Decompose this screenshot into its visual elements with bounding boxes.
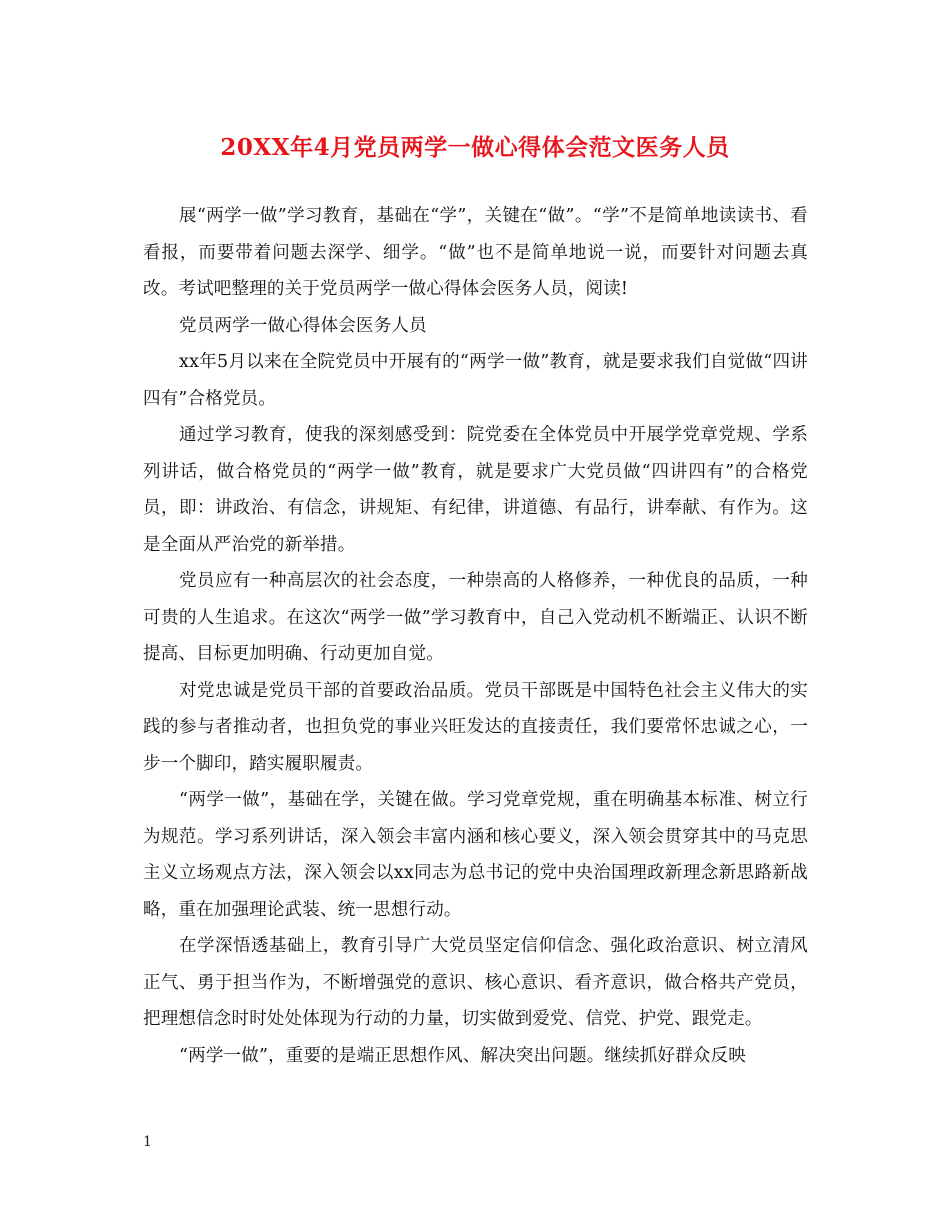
paragraph-intro: 展“两学一做”学习教育，基础在“学”，关键在“做”。“学”不是简单地读读书、看看报，而要带着问题去深学、细学。“做”也不是简单地说一说，而要针对问题去真改。考试吧整理的关于党员两学一做心得体会医务人员，阅读! [143,206,808,299]
paragraph: “两学一做”，基础在学，关键在做。学习党章党规，重在明确基本标准、树立行为规范。学习系列讲话，深入领会丰富内涵和核心要义，深入领会贯穿其中的马克思主义立场观点方法，深入领会以xx同志为总书记的党中央治国理政新理念新思路新战略，重在加强理论武装、统一思想行动。 [143,790,808,920]
paragraph: 对党忠诚是党员干部的首要政治品质。党员干部既是中国特色社会主义伟大的实践的参与者推动者，也担负党的事业兴旺发达的直接责任，我们要常怀忠诚之心，一步一个脚印，踏实履职履责。 [143,680,808,774]
page-number: 1 [143,1134,152,1150]
paragraph-subtitle: 党员两学一做心得体会医务人员 [179,315,427,336]
document-title: 20XX年4月党员两学一做心得体会范文医务人员 [220,134,730,161]
paragraph: “两学一做”，重要的是端正思想作风、解决突出问题。继续抓好群众反映 [179,1045,746,1066]
paragraph: xx年5月以来在全院党员中开展有的“两学一做”教育，就是要求我们自觉做“四讲四有”合格党员。 [143,352,808,409]
paragraph: 通过学习教育，使我的深刻感受到：院党委在全体党员中开展学党章党规、学系列讲话，做合格党员的“两学一做”教育，就是要求广大党员做“四讲四有”的合格党员，即：讲政治、有信念，讲规矩、有纪律，讲道德、有品行，讲奉献、有作为。这是全面从严治党的新举措。 [143,425,808,555]
paragraph: 在学深悟透基础上，教育引导广大党员坚定信仰信念、强化政治意识、树立清风正气、勇于担当作为，不断增强党的意识、核心意识、看齐意识，做合格共产党员，把理想信念时时处处体现为行动的力量，切实做到爱党、信党、护党、跟党走。 [143,936,808,1029]
paragraph: 党员应有一种高层次的社会态度，一种崇高的人格修养，一种优良的品质，一种可贵的人生追求。在这次“两学一做”学习教育中，自己入党动机不断端正、认识不断提高、目标更加明确、行动更加自觉。 [143,571,808,664]
document-body [143,198,808,1074]
